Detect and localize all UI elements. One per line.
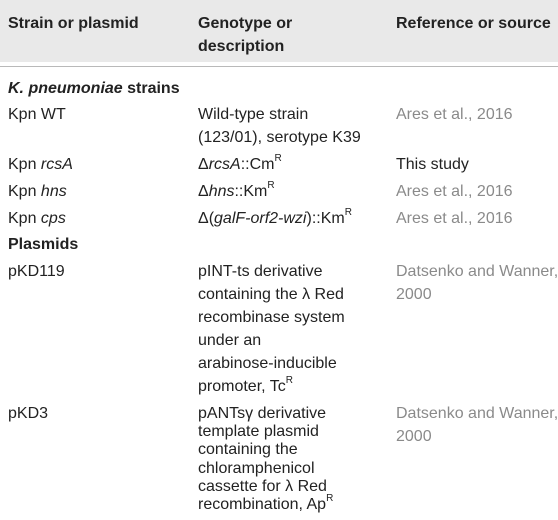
header-divider [0,66,558,67]
row-kpn-hns-marker: ::Km [234,183,268,200]
row-kpn-wt-desc-line1: Wild-type strain [198,106,309,123]
row-kpn-cps-reference: Ares et al., 2016 [396,210,513,227]
header-reference-or-source: Reference or source [396,15,551,32]
row-kpn-cps-sup: R [344,206,352,218]
row-kpn-cps-name [8,207,66,230]
row-pkd3-desc-line4: chloramphenicol [198,460,315,477]
row-pkd3-desc-last: recombination, Ap [198,496,327,513]
row-kpn-rcsa-reference: This study [396,156,469,173]
row-pkd119-desc-line3: recombinase system [198,309,345,326]
row-pkd3-reference-line2: 2000 [396,428,432,445]
row-kpn-hns-gene: hns [208,183,235,200]
row-kpn-wt-name: Kpn WT [8,106,66,123]
row-kpn-hns-name-italic: hns [40,183,67,200]
row-pkd119-desc-line5: arabinose-inducible [198,355,337,372]
row-kpn-rcsa-name-prefix: Kpn [8,156,41,173]
row-pkd119-name: pKD119 [8,263,65,280]
row-pkd3-reference-line1: Datsenko and Wanner, [396,405,558,422]
row-pkd3-desc-line5: cassette for λ Red [198,478,327,495]
row-pkd3-desc-line1: pANTsγ derivative [198,405,327,422]
header-genotype-line1: Genotype or [198,15,293,32]
row-pkd119-reference-line2: 2000 [396,286,432,303]
row-pkd119-desc-line2: containing the λ Red [198,286,344,303]
row-kpn-rcsa-sup: R [274,152,282,164]
row-kpn-rcsa-gene: rcsA [208,156,241,173]
row-pkd119-desc-line6 [198,375,293,398]
row-kpn-cps-name-prefix: Kpn [8,210,41,227]
header-genotype-line2: description [198,38,285,55]
row-kpn-hns-name-prefix: Kpn [8,183,41,200]
row-pkd119-desc-last: promoter, Tc [198,378,286,395]
row-kpn-cps-name-italic: cps [40,210,66,227]
row-pkd119-desc-line1: pINT-ts derivative [198,263,323,280]
row-kpn-hns-delta: Δ [198,183,209,200]
row-kpn-hns-sup: R [267,179,275,191]
row-kpn-cps-marker: )::Km [306,210,345,227]
row-kpn-rcsa-name [8,153,73,176]
section-plasmids-heading: Plasmids [8,236,79,253]
row-kpn-hns-name [8,180,67,203]
row-pkd3-desc-sup: R [326,492,334,504]
row-kpn-wt-desc-line2: (123/01), serotype K39 [198,129,361,146]
row-kpn-hns-desc [198,180,275,203]
row-pkd3-name: pKD3 [8,405,49,422]
row-kpn-rcsa-delta: Δ [198,156,209,173]
row-kpn-wt-reference: Ares et al., 2016 [396,106,513,123]
row-kpn-cps-gene: galF-orf2-wzi [214,210,307,227]
row-kpn-rcsa-marker: ::Cm [240,156,275,173]
row-kpn-cps-desc [198,207,352,230]
row-pkd119-desc-line4: under an [198,332,262,349]
row-pkd119-reference-line1: Datsenko and Wanner, [396,263,558,280]
row-pkd3-desc-line2: template plasmid [198,423,319,440]
row-kpn-rcsa-name-italic: rcsA [40,156,73,173]
section-strains-italic: K. pneumoniae [8,80,123,97]
section-strains-heading [8,77,180,100]
row-pkd119-desc-sup: R [285,374,293,386]
section-strains-rest: strains [122,80,180,97]
row-pkd3-desc-line3: containing the [198,441,298,458]
row-kpn-hns-reference: Ares et al., 2016 [396,183,513,200]
row-pkd3-desc-line6 [198,493,333,516]
header-strain-or-plasmid: Strain or plasmid [8,15,139,32]
row-kpn-rcsa-desc [198,153,282,176]
row-kpn-cps-delta: Δ( [198,210,215,227]
